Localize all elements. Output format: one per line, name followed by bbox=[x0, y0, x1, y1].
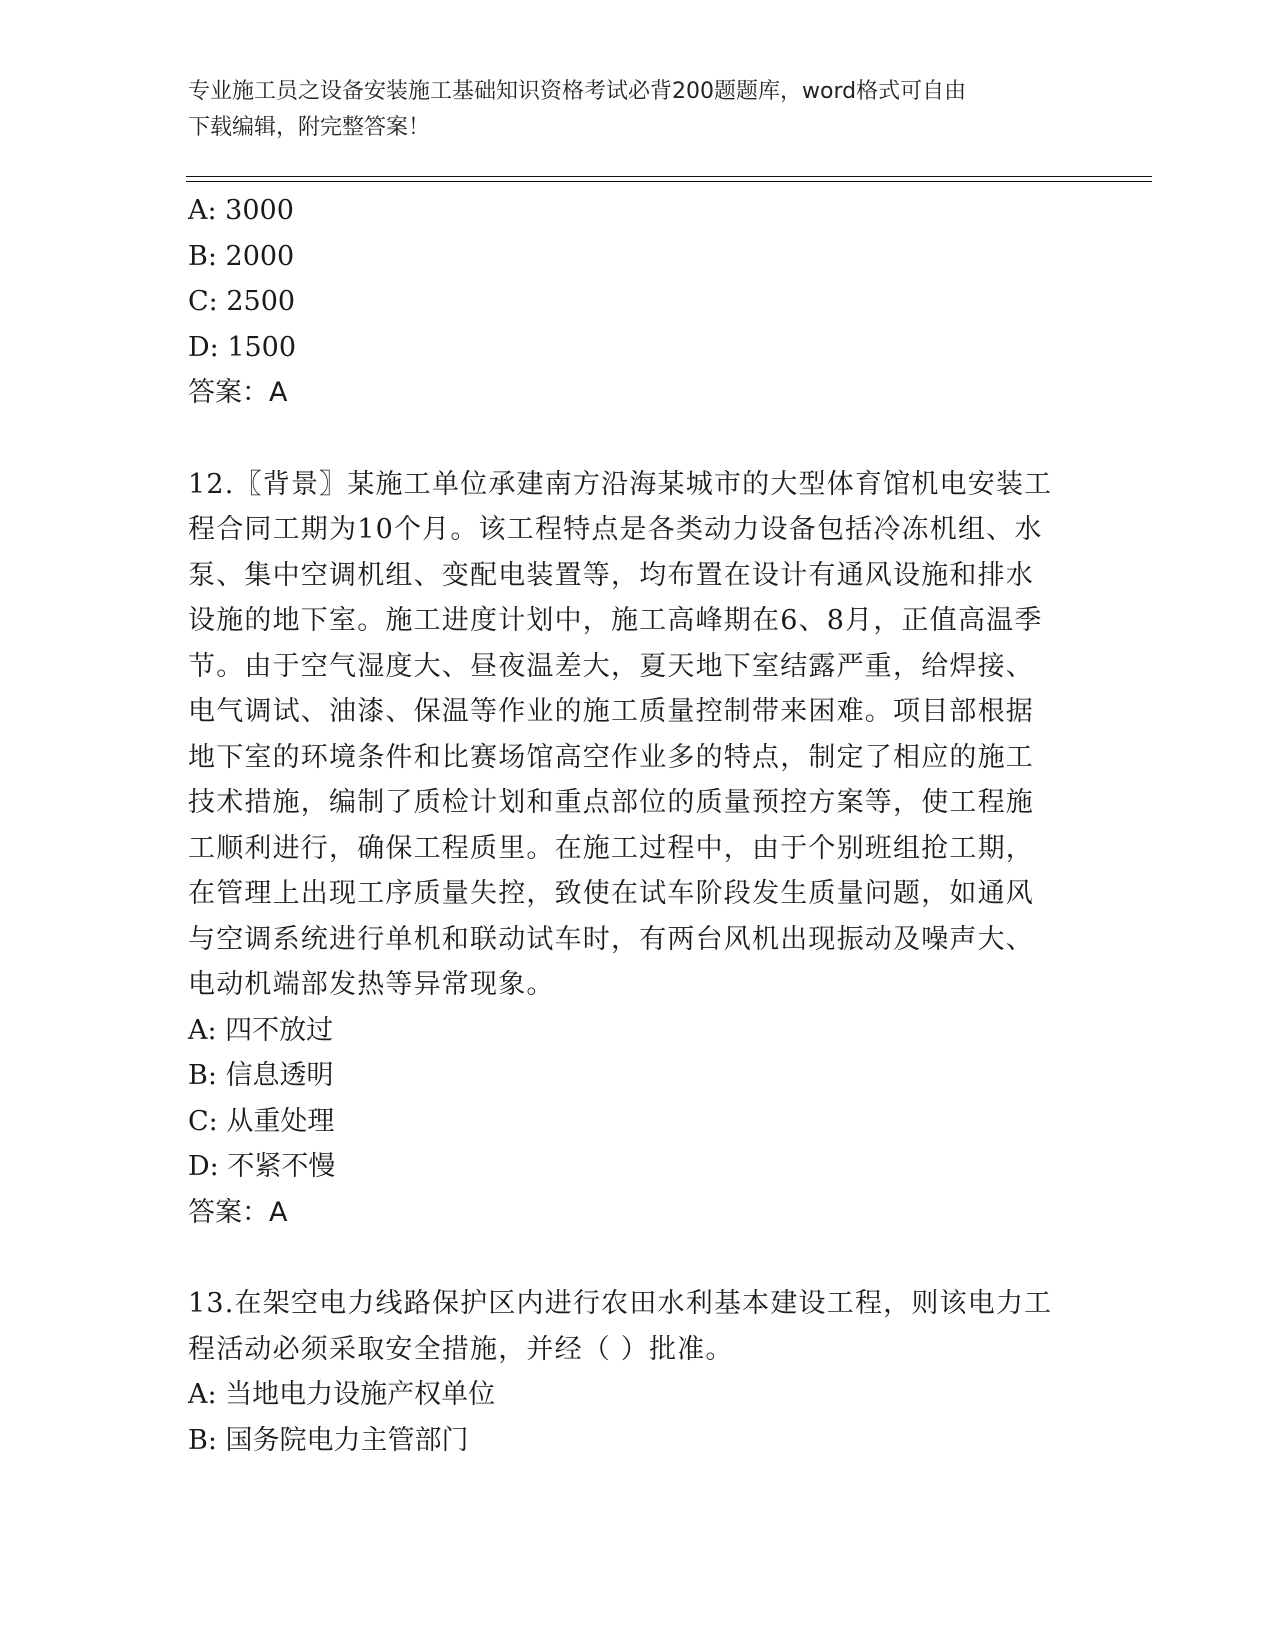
q12-option-d: D: 不紧不慢 bbox=[188, 1151, 336, 1182]
q11-option-c: C: 2500 bbox=[188, 286, 296, 317]
q12-line: 12.〖背景〗某施工单位承建南方沿海某城市的大型体育馆机电安装工 bbox=[188, 468, 1053, 500]
q12-line: 电气调试、油漆、保温等作业的施工质量控制带来困难。项目部根据 bbox=[188, 696, 1034, 727]
q13-stem bbox=[188, 1281, 1088, 1372]
spacer bbox=[188, 416, 1088, 462]
q11-option-d: D: 1500 bbox=[188, 331, 297, 363]
q12-line: 工顺利进行，确保工程质里。在施工过程中，由于个别班组抢工期， bbox=[188, 832, 1034, 864]
q13-line: 程活动必须采取安全措施，并经（ ）批准。 bbox=[188, 1333, 734, 1365]
q12-line: 与空调系统进行单机和联动试车时，有两台风机出现振动及噪声大、 bbox=[188, 923, 1034, 955]
document-header bbox=[188, 74, 1088, 146]
q12-line: 节。由于空气湿度大、昼夜温差大，夏天地下室结露严重，给焊接、 bbox=[188, 650, 1034, 682]
header-line-1: 专业施工员之设备安装施工基础知识资格考试必背200题题库，word格式可自由 bbox=[188, 79, 967, 104]
q13-line: 13.在架空电力线路保护区内进行农田水利基本建设工程，则该电力工 bbox=[188, 1288, 1053, 1319]
document-body bbox=[188, 188, 1088, 1463]
q13-option-b: B: 国务院电力主管部门 bbox=[188, 1424, 469, 1456]
q12-line: 技术措施，编制了质检计划和重点部位的质量预控方案等，使工程施 bbox=[188, 787, 1034, 818]
q12-line: 电动机端部发热等异常现象。 bbox=[188, 969, 555, 1000]
spacer bbox=[188, 1235, 1088, 1281]
header-divider-top bbox=[186, 176, 1152, 177]
q12-answer: 答案：A bbox=[188, 1196, 288, 1228]
q12-option-b: B: 信息透明 bbox=[188, 1060, 334, 1091]
q12-line: 程合同工期为10个月。该工程特点是各类动力设备包括冷冻机组、水 bbox=[188, 514, 1043, 545]
header-line-2: 下载编辑，附完整答案！ bbox=[188, 115, 431, 140]
q12-line: 在管理上出现工序质量失控，致使在试车阶段发生质量问题，如通风 bbox=[188, 878, 1034, 909]
q12-line: 泵、集中空调机组、变配电装置等，均布置在设计有通风设施和排水 bbox=[188, 559, 1034, 591]
question-11 bbox=[188, 188, 1088, 416]
question-13 bbox=[188, 1281, 1088, 1463]
q11-answer: 答案：A bbox=[188, 377, 288, 408]
q12-line: 地下室的环境条件和比赛场馆高空作业多的特点，制定了相应的施工 bbox=[188, 741, 1034, 773]
header-divider-bottom bbox=[186, 181, 1152, 182]
question-12 bbox=[188, 462, 1088, 1236]
q11-option-b: B: 2000 bbox=[188, 240, 295, 272]
q12-option-a: A: 四不放过 bbox=[188, 1014, 334, 1046]
q12-stem bbox=[188, 462, 1088, 1008]
q13-option-a: A: 当地电力设施产权单位 bbox=[188, 1379, 496, 1410]
q11-option-a: A: 3000 bbox=[188, 195, 294, 226]
q12-line: 设施的地下室。施工进度计划中，施工高峰期在6、8月，正值高温季 bbox=[188, 605, 1043, 636]
q12-option-c: C: 从重处理 bbox=[188, 1105, 335, 1137]
